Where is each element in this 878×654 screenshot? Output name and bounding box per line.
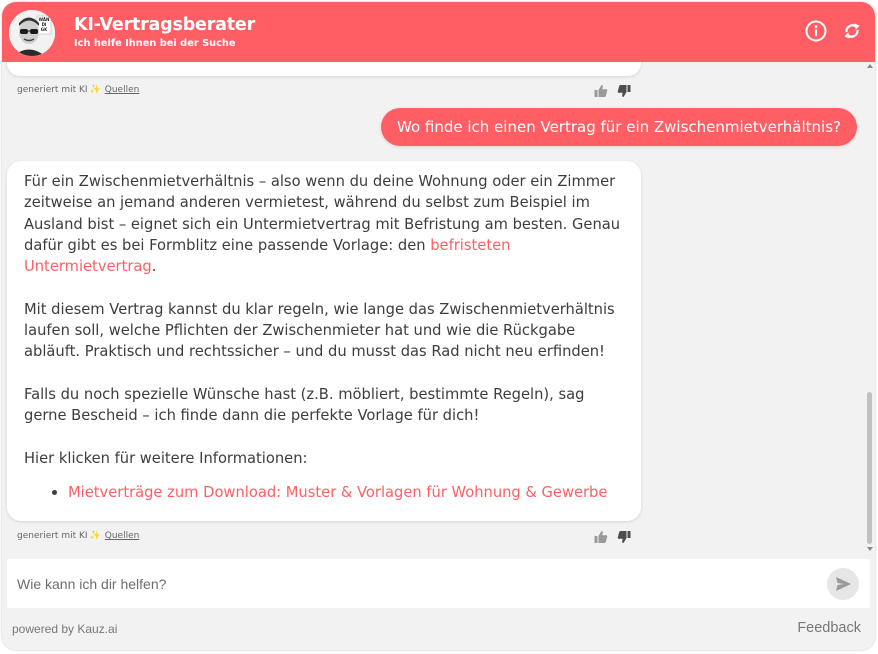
svg-text:GK: GK [40,27,48,32]
message-composer [7,559,870,608]
info-button[interactable] [804,19,828,43]
chat-log[interactable] [2,62,875,557]
refresh-icon [840,19,864,43]
thumbs-down-icon [617,530,631,544]
mietvertraege-download-link[interactable]: Mietverträge zum Download: Muster & Vorlagen für Wohnung & Gewerbe [68,484,608,502]
bot-paragraph-4: Hier klicken für weitere Informationen: [24,449,308,467]
header-title: KI-Vertragsberater [74,15,255,35]
sparkle-icon: ✨ [89,85,101,95]
bot-paragraph-1-end: . [151,258,157,276]
sources-link[interactable]: Quellen [104,531,140,541]
send-button[interactable] [827,568,859,600]
feedback-link[interactable]: Feedback [797,620,861,636]
thumbs-down-icon [617,84,631,98]
svg-text:DI: DI [41,22,47,27]
thumbs-up-icon [594,530,608,544]
chat-scrollbar[interactable] [865,62,874,557]
bot-paragraph-3: Falls du noch spezielle Wünsche hast (z.B. möbliert, bestimmte Regeln), sag gerne Bescheid – ich finde dann die perfekte Vorlage für dich! [24,385,585,425]
sparkle-icon: ✨ [89,531,101,541]
user-message: Wo finde ich einen Vertrag für ein Zwischenmietverhältnis? [381,108,857,146]
svg-text:WÄN: WÄN [38,17,50,22]
previous-bot-message [7,62,641,76]
thumbs-up-icon [594,84,608,98]
message-meta [17,531,139,541]
info-circle-icon [804,19,828,43]
bot-link-list [24,482,624,503]
bot-paragraph-2: Mit diesem Vertrag kannst du klar regeln, wie lange das Zwischenmietverhältnis laufen soll, welche Pflichten der Zwischenmieter hat und wie die Rückgabe abläuft. Praktisch und rechtssicher – und du musst das Rad nicht neu erfinden! [24,300,615,361]
refresh-button[interactable] [840,19,864,43]
befristeter-untermietvertrag-link[interactable]: befristeten Untermietvertrag [24,236,511,276]
bot-avatar-image [9,10,55,56]
powered-by-label: powered by Kauz.ai [12,622,118,636]
generated-label: generiert mit KI [17,531,88,541]
thumbs-up-button[interactable] [594,530,608,544]
bot-paragraph-1 [24,171,624,277]
header-subtitle: Ich helfe Ihnen bei der Suche [74,38,236,49]
chat-widget [2,2,875,650]
message-input[interactable] [17,559,817,608]
generated-label: generiert mit KI [17,85,88,95]
bot-avatar [9,10,55,56]
list-item [68,482,624,503]
thumbs-up-button[interactable] [594,84,608,98]
thumbs-down-button[interactable] [617,530,631,544]
thumbs-down-button[interactable] [617,84,631,98]
bot-paragraph-1-text: Für ein Zwischenmietverhältnis – also wenn du deine Wohnung oder ein Zimmer zeitweise an jemand anderen vermietest, während du selbst zum Beispiel im Ausland bist – eignet sich ein Untermietvertrag mit Befristung am besten. Genau dafür gibt es bei Formblitz eine passende Vorlage: den [24,173,621,254]
sources-link[interactable]: Quellen [104,85,140,95]
send-icon [827,568,859,600]
scrollbar-thumb[interactable] [867,392,872,544]
bot-message [7,161,641,521]
scroll-up-icon[interactable] [867,64,873,68]
message-meta [17,85,139,95]
chat-header [2,2,875,62]
scroll-down-icon[interactable] [867,547,873,551]
